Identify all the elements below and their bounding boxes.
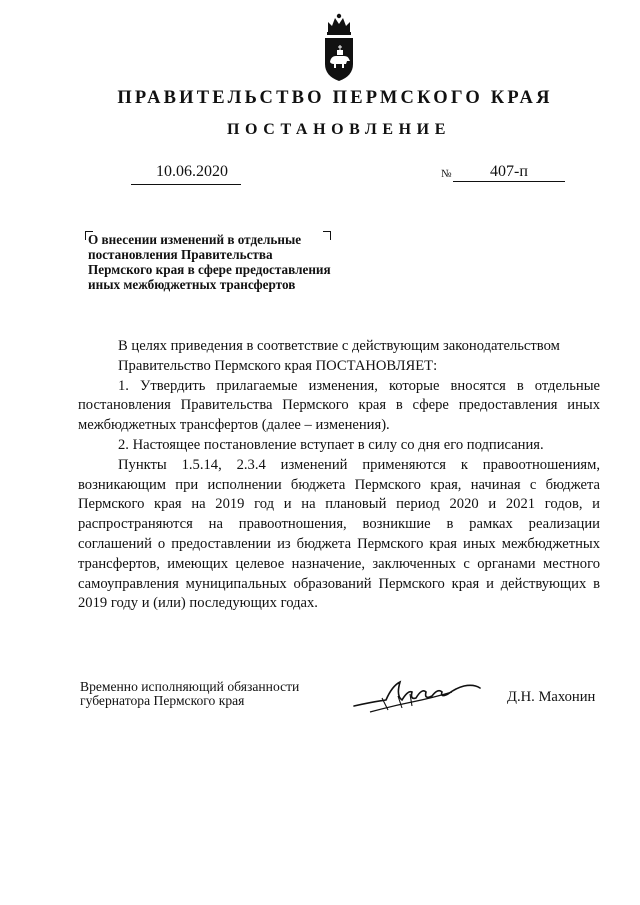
document-subject <box>88 232 418 292</box>
coat-of-arms-emblem <box>322 12 356 82</box>
number-underline <box>453 181 565 182</box>
signatory-name: Д.Н. Махонин <box>507 689 596 705</box>
subject-line: постановления Правительства <box>88 247 273 262</box>
signatory-position-line-1: Временно исполняющий обязанности <box>80 679 300 694</box>
preamble-line-1: В целях приведения в соответствие с действующим законодательством <box>118 338 560 354</box>
preamble-line-2: Правительство Пермского края ПОСТАНОВЛЯЕТ: <box>118 357 438 374</box>
paragraph-item-2: 2. Настоящее постановление вступает в силу со дня его подписания. <box>118 436 544 453</box>
government-title: ПРАВИТЕЛЬСТВО ПЕРМСКОГО КРАЯ <box>117 88 553 108</box>
number-sign: № <box>441 168 452 180</box>
document-body <box>78 337 600 614</box>
handwritten-signature-image <box>352 676 484 718</box>
paragraph-item-3: Пункты 1.5.14, 2.3.4 изменений применяются к правоотношениям, возникающим при исполнении бюджета Пермского края, начиная с бюджета Пермского края на 2019 год и на плановый период 2020 и 2021 годов, и распространяются на правоотношения, возникшие в рамках реализации соглашений о предоставлении из бюджета Пермского края иных межбюджетных трансфертов, имеющих целевое назначение, заключенных с органами местного самоуправления муниципальных образований Пермского края и действующих в 2019 году и (или) последующих годах. <box>78 456 600 612</box>
signatory-position <box>80 680 299 708</box>
subject-line: Пермского края в сфере предоставления <box>88 262 331 277</box>
paragraph-item-1: 1. Утвердить прилагаемые изменения, которые вносятся в отдельные постановления Правительства Пермского края в сфере предоставления иных межбюджетных трансфертов (далее – изменения). <box>78 377 600 434</box>
subject-line: О внесении изменений в отдельные <box>88 232 302 247</box>
subject-line: иных межбюджетных трансфертов <box>88 277 296 292</box>
document-date: 10.06.2020 <box>156 163 228 180</box>
document-number: 407-п <box>490 163 528 180</box>
document-type-title: ПОСТАНОВЛЕНИЕ <box>227 121 451 138</box>
date-underline <box>131 184 241 185</box>
signatory-position-line-2: губернатора Пермского края <box>80 693 245 708</box>
